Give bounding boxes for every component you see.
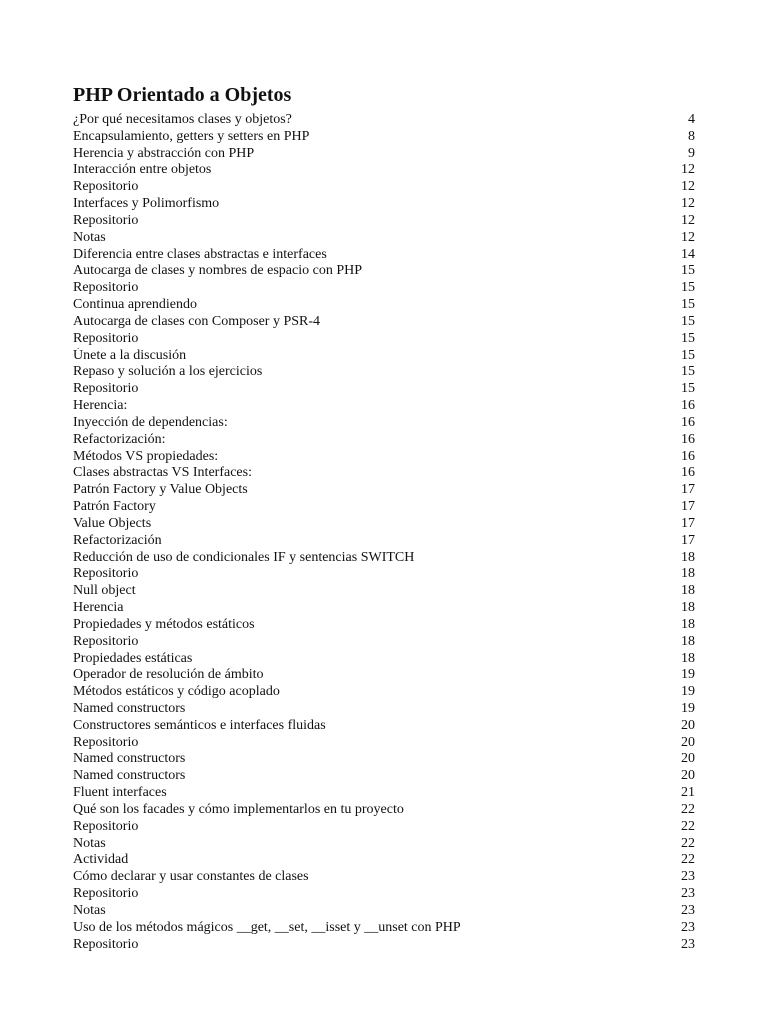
toc-entry-page-number: 18 (681, 583, 695, 599)
toc-entry[interactable] (73, 751, 695, 768)
toc-entry-page-number: 15 (681, 347, 695, 363)
toc-entry-page-number: 12 (681, 179, 695, 195)
toc-entry-label: Repositorio (73, 633, 139, 649)
toc-entry[interactable] (73, 213, 695, 230)
toc-entry-page-number: 17 (681, 532, 695, 548)
toc-entry-label: Fluent interfaces (73, 785, 167, 801)
toc-entry-label: Continua aprendiendo (73, 297, 198, 313)
toc-entry[interactable] (73, 146, 695, 163)
toc-entry[interactable] (73, 533, 695, 550)
toc-entry-page-number: 22 (681, 835, 695, 851)
toc-entry[interactable] (73, 516, 695, 533)
toc-entry-label: Clases abstractas VS Interfaces: (73, 465, 252, 481)
toc-entry[interactable] (73, 886, 695, 903)
toc-entry-label: Repositorio (73, 566, 139, 582)
toc-entry-page-number: 19 (681, 684, 695, 700)
toc-entry-label: Únete a la discusión (73, 347, 187, 363)
toc-entry-label: Interacción entre objetos (73, 162, 212, 178)
toc-entry[interactable] (73, 314, 695, 331)
toc-entry-page-number: 16 (681, 414, 695, 430)
toc-entry-page-number: 23 (681, 902, 695, 918)
toc-entry-label: Herencia (73, 600, 124, 616)
toc-entry-page-number: 16 (681, 431, 695, 447)
toc-entry-page-number: 20 (681, 717, 695, 733)
toc-entry-label: Cómo declarar y usar constantes de clases (73, 869, 309, 885)
toc-entry-page-number: 18 (681, 566, 695, 582)
toc-entry[interactable] (73, 667, 695, 684)
toc-entry-page-number: 22 (681, 801, 695, 817)
toc-entry-label: Repositorio (73, 212, 139, 228)
toc-entry-page-number: 21 (681, 785, 695, 801)
toc-entry[interactable] (73, 331, 695, 348)
toc-entry-label: Interfaces y Polimorfismo (73, 196, 220, 212)
toc-entry[interactable] (73, 162, 695, 179)
toc-entry-label: Repositorio (73, 886, 139, 902)
toc-entry[interactable] (73, 432, 695, 449)
toc-entry-label: Autocarga de clases y nombres de espacio con PHP (73, 263, 362, 279)
document-title: PHP Orientado a Objetos (73, 84, 292, 106)
toc-entry-label: Actividad (73, 852, 129, 868)
toc-entry[interactable] (73, 465, 695, 482)
toc-entry[interactable] (73, 415, 695, 432)
toc-entry[interactable] (73, 852, 695, 869)
toc-entry-page-number: 19 (681, 667, 695, 683)
toc-entry-page-number: 16 (681, 448, 695, 464)
toc-entry[interactable] (73, 768, 695, 785)
toc-entry[interactable] (73, 112, 695, 129)
toc-entry-label: Named constructors (73, 700, 186, 716)
toc-entry[interactable] (73, 718, 695, 735)
toc-entry-label: Constructores semánticos e interfaces fluidas (73, 717, 326, 733)
toc-entry-label: Métodos estáticos y código acoplado (73, 684, 280, 700)
toc-entry-page-number: 4 (688, 112, 695, 127)
toc-entry[interactable] (73, 600, 695, 617)
toc-entry[interactable] (73, 903, 695, 920)
toc-entry-page-number: 17 (681, 499, 695, 515)
toc-entry[interactable] (73, 920, 695, 937)
toc-entry[interactable] (73, 196, 695, 213)
toc-entry-label: Repositorio (73, 936, 139, 952)
toc-entry-label: Null object (73, 583, 136, 599)
toc-entry-label: Repositorio (73, 818, 139, 834)
toc-entry-page-number: 15 (681, 313, 695, 329)
toc-entry[interactable] (73, 499, 695, 516)
toc-entry-page-number: 15 (681, 263, 695, 279)
toc-entry-page-number: 9 (688, 145, 695, 161)
toc-entry-label: Repositorio (73, 734, 139, 750)
toc-entry-label: Operador de resolución de ámbito (73, 667, 264, 683)
toc-entry-label: Notas (73, 835, 106, 851)
toc-entry[interactable] (73, 280, 695, 297)
toc-entry-page-number: 19 (681, 700, 695, 716)
toc-entry-page-number: 18 (681, 650, 695, 666)
toc-entry-page-number: 17 (681, 515, 695, 531)
table-of-contents (73, 112, 695, 953)
toc-entry-label: Encapsulamiento, getters y setters en PHP (73, 128, 310, 144)
toc-entry-page-number: 8 (688, 128, 695, 144)
toc-entry-label: Repositorio (73, 280, 139, 296)
toc-entry-label: Reducción de uso de condicionales IF y sentencias SWITCH (73, 549, 415, 565)
toc-entry-label: Named constructors (73, 751, 186, 767)
toc-entry-page-number: 23 (681, 919, 695, 935)
toc-entry-page-number: 18 (681, 616, 695, 632)
toc-entry-page-number: 22 (681, 818, 695, 834)
toc-entry-page-number: 12 (681, 229, 695, 245)
toc-entry[interactable] (73, 566, 695, 583)
toc-entry-page-number: 23 (681, 886, 695, 902)
toc-entry-label: Value Objects (73, 515, 152, 531)
toc-entry-label: Repositorio (73, 179, 139, 195)
toc-entry-page-number: 22 (681, 852, 695, 868)
toc-entry-label: Repaso y solución a los ejercicios (73, 364, 263, 380)
toc-entry-label: Propiedades y métodos estáticos (73, 616, 255, 632)
toc-entry[interactable] (73, 364, 695, 381)
toc-entry[interactable] (73, 785, 695, 802)
toc-entry-page-number: 18 (681, 549, 695, 565)
toc-entry[interactable] (73, 230, 695, 247)
toc-entry-label: Named constructors (73, 768, 186, 784)
toc-entry-label: Patrón Factory (73, 499, 156, 515)
toc-entry[interactable] (73, 634, 695, 651)
toc-entry-page-number: 18 (681, 633, 695, 649)
toc-entry[interactable] (73, 836, 695, 853)
toc-entry-label: Métodos VS propiedades: (73, 448, 219, 464)
toc-entry[interactable] (73, 937, 695, 954)
toc-entry[interactable] (73, 735, 695, 752)
toc-entry-page-number: 20 (681, 751, 695, 767)
toc-entry-label: Herencia: (73, 398, 128, 414)
toc-entry[interactable] (73, 701, 695, 718)
toc-entry-label: Herencia y abstracción con PHP (73, 145, 255, 161)
toc-entry[interactable] (73, 129, 695, 146)
toc-entry[interactable] (73, 802, 695, 819)
toc-entry-label: Repositorio (73, 381, 139, 397)
toc-entry-page-number: 15 (681, 364, 695, 380)
toc-entry-page-number: 12 (681, 212, 695, 228)
toc-entry[interactable] (73, 381, 695, 398)
toc-entry-page-number: 23 (681, 869, 695, 885)
toc-entry[interactable] (73, 482, 695, 499)
toc-entry[interactable] (73, 869, 695, 886)
toc-entry[interactable] (73, 348, 695, 365)
toc-entry-label: Propiedades estáticas (73, 650, 193, 666)
toc-entry-label: Patrón Factory y Value Objects (73, 482, 248, 498)
toc-entry[interactable] (73, 617, 695, 634)
toc-entry-page-number: 15 (681, 330, 695, 346)
toc-entry[interactable] (73, 449, 695, 466)
toc-entry[interactable] (73, 684, 695, 701)
toc-entry[interactable] (73, 583, 695, 600)
toc-entry-label: Refactorización (73, 532, 162, 548)
toc-entry-page-number: 18 (681, 600, 695, 616)
toc-entry-label: Inyección de dependencias: (73, 414, 228, 430)
toc-entry-label: Notas (73, 902, 106, 918)
toc-entry-label: Notas (73, 229, 106, 245)
toc-entry-page-number: 12 (681, 196, 695, 212)
toc-entry-page-number: 16 (681, 398, 695, 414)
toc-entry-page-number: 16 (681, 465, 695, 481)
toc-entry[interactable] (73, 550, 695, 567)
toc-entry-label: Refactorización: (73, 431, 166, 447)
toc-entry-page-number: 15 (681, 280, 695, 296)
toc-entry[interactable] (73, 819, 695, 836)
toc-entry[interactable] (73, 247, 695, 264)
toc-entry[interactable] (73, 651, 695, 668)
toc-entry-label: Qué son los facades y cómo implementarlos en tu proyecto (73, 801, 404, 817)
toc-entry-label: Repositorio (73, 330, 139, 346)
toc-entry[interactable] (73, 297, 695, 314)
toc-entry-label: Uso de los métodos mágicos __get, __set, __isset y __unset con PHP (73, 919, 461, 935)
toc-entry-label: Diferencia entre clases abstractas e interfaces (73, 246, 327, 262)
toc-entry-label: ¿Por qué necesitamos clases y objetos? (73, 112, 292, 127)
toc-entry-page-number: 17 (681, 482, 695, 498)
toc-entry-page-number: 15 (681, 381, 695, 397)
toc-entry-page-number: 23 (681, 936, 695, 952)
toc-entry[interactable] (73, 398, 695, 415)
toc-entry-page-number: 20 (681, 734, 695, 750)
toc-entry-label: Autocarga de clases con Composer y PSR-4 (73, 313, 321, 329)
toc-entry-page-number: 14 (681, 246, 695, 262)
toc-entry-page-number: 15 (681, 297, 695, 313)
toc-entry[interactable] (73, 179, 695, 196)
toc-entry-page-number: 20 (681, 768, 695, 784)
toc-entry[interactable] (73, 263, 695, 280)
toc-entry-page-number: 12 (681, 162, 695, 178)
